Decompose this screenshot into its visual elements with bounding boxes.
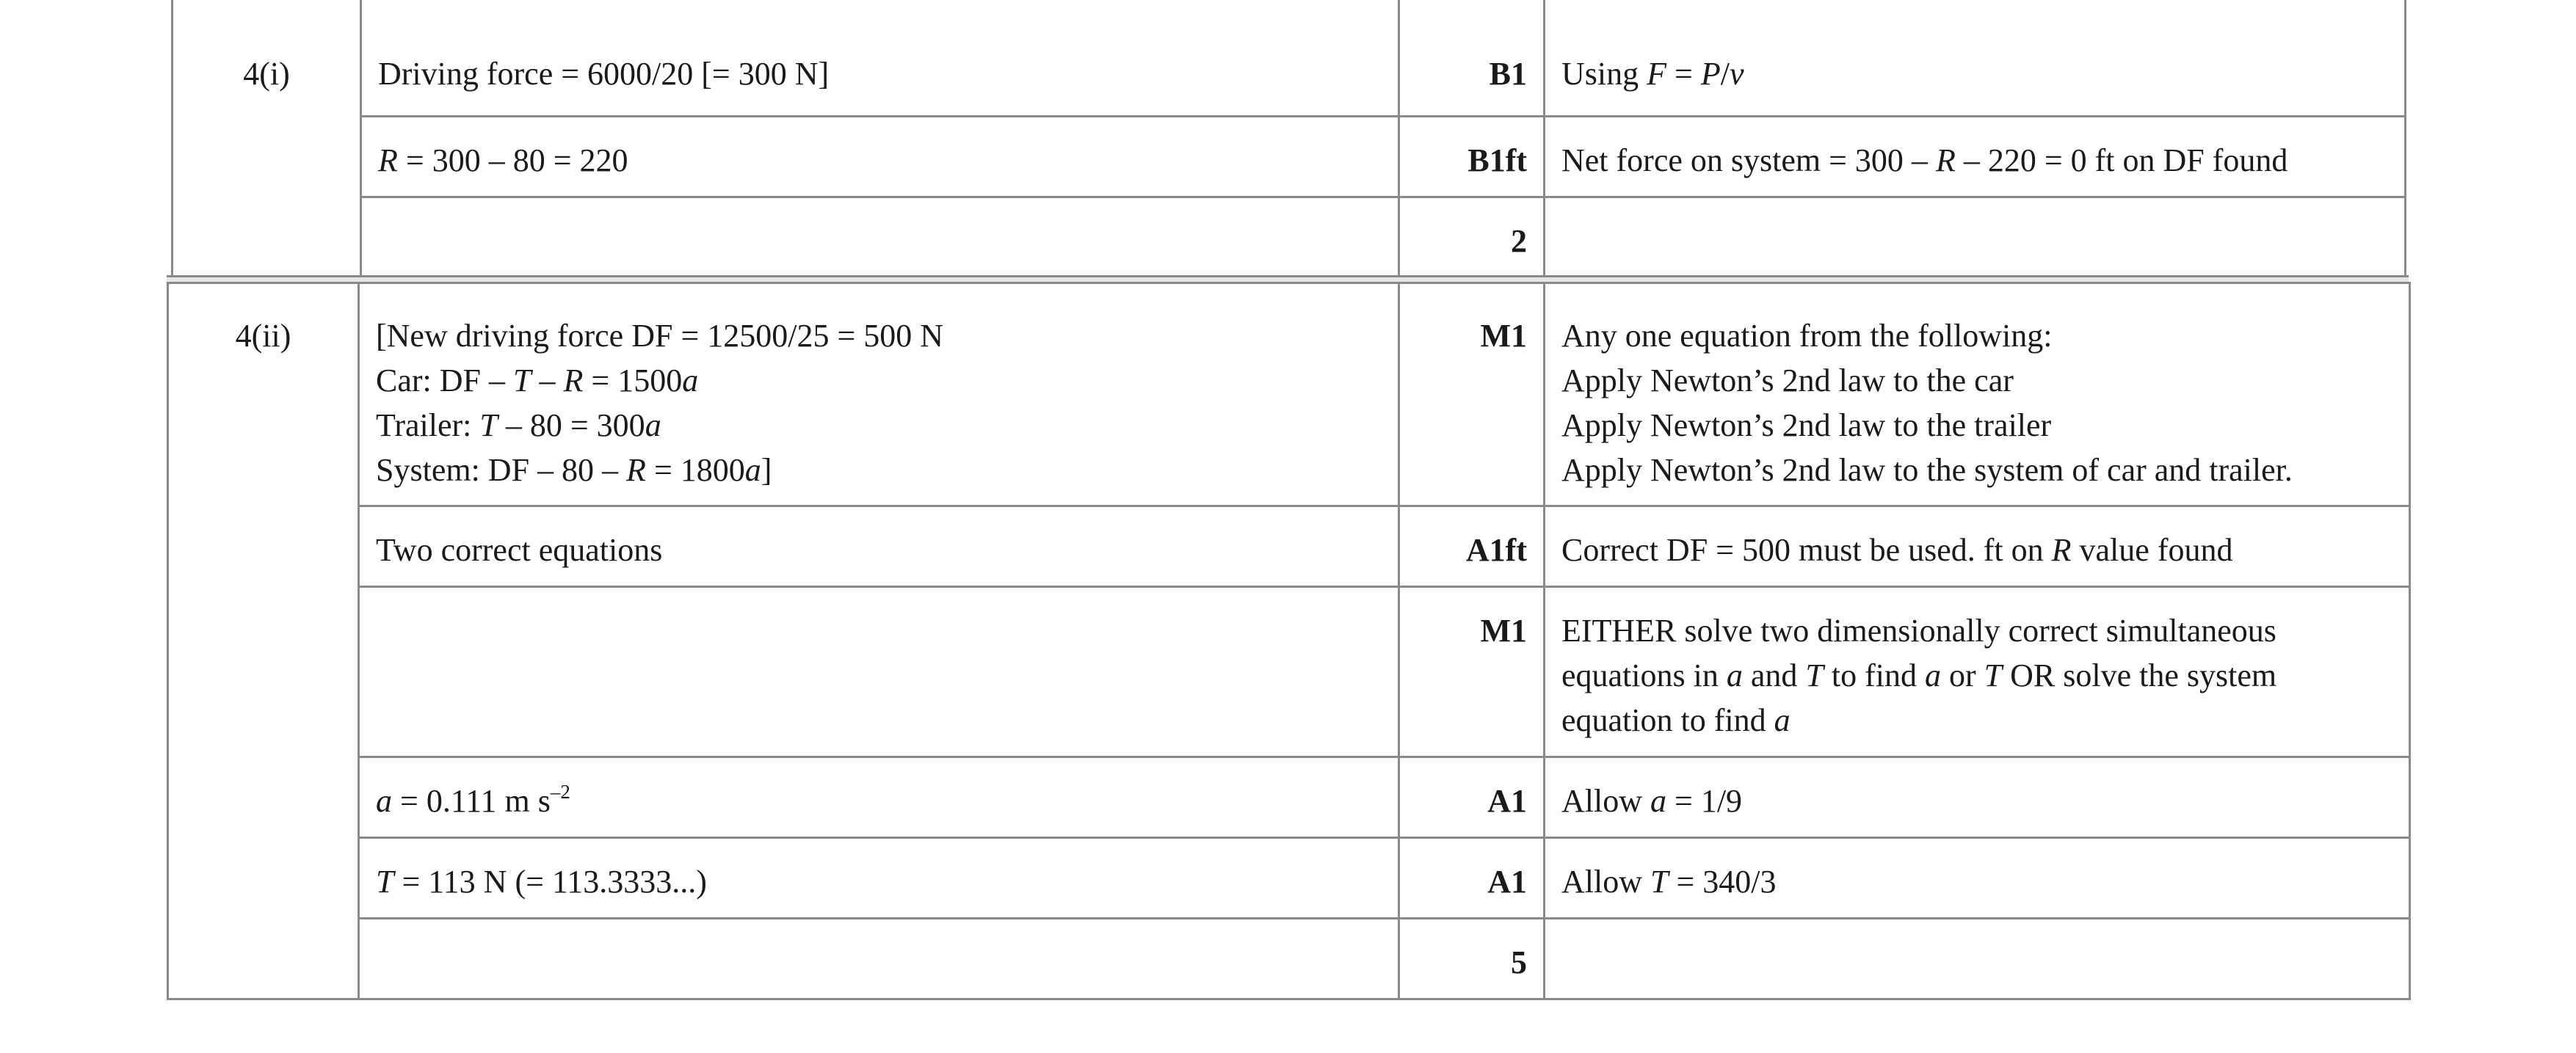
answer-line: Car: DF – T – R = 1500a [376, 362, 699, 398]
answer-cell: R = 300 – 80 = 220 [361, 116, 1399, 197]
mark-total-cell: 2 [1399, 197, 1545, 277]
answer-line: Trailer: T – 80 = 300a [376, 407, 661, 443]
guidance-text: EITHER solve two dimensionally correct simultaneous equations in a and T to find a or T OR solve the system equation to find a [1561, 613, 2277, 738]
question-number: 4(i) [173, 0, 361, 277]
section-separator [167, 275, 2409, 282]
mark-total-cell: 5 [1399, 919, 1545, 999]
table-row [168, 283, 2410, 506]
table-row [168, 757, 2410, 838]
table-row [168, 506, 2410, 587]
answer-cell [359, 283, 1399, 506]
guidance-line: Apply Newton’s 2nd law to the system of car and trailer. [1561, 452, 2293, 488]
guidance-line: Apply Newton’s 2nd law to the car [1561, 362, 2014, 398]
guidance-line: Apply Newton’s 2nd law to the trailer [1561, 407, 2052, 443]
table-row [173, 116, 2406, 197]
mark-cell: A1 [1399, 838, 1545, 919]
mark-cell: B1ft [1399, 116, 1545, 197]
guidance-cell [1545, 283, 2410, 506]
guidance-cell: Correct DF = 500 must be used. ft on R value found [1545, 506, 2410, 587]
table-row [168, 919, 2410, 999]
answer-cell: T = 113 N (= 113.3333...) [359, 838, 1399, 919]
mark-cell: B1 [1399, 0, 1545, 116]
answer-cell [359, 587, 1399, 757]
question-number: 4(ii) [168, 283, 359, 999]
mark-scheme-table-part-ii [167, 282, 2411, 1000]
guidance-cell: Allow T = 340/3 [1545, 838, 2410, 919]
mark-cell: M1 [1399, 587, 1545, 757]
mark-cell: A1ft [1399, 506, 1545, 587]
answer-cell: a = 0.111 m $s^{-2}$ [359, 757, 1399, 838]
guidance-cell: Allow a = 1/9 [1545, 757, 2410, 838]
answer-cell: Driving force = 6000/20 [= 300 N] [361, 0, 1399, 116]
guidance-cell [1545, 197, 2406, 277]
answer-cell [359, 919, 1399, 999]
table-row [173, 0, 2406, 116]
answer-line: [New driving force DF = 12500/25 = 500 N [376, 318, 944, 354]
answer-line: System: DF – 80 – R = 1800a] [376, 452, 772, 488]
guidance-cell: Net force on system = 300 – R – 220 = 0 ft on DF found [1545, 116, 2406, 197]
mark-cell: M1 [1399, 283, 1545, 506]
mark-cell: A1 [1399, 757, 1545, 838]
guidance-cell [1545, 587, 2410, 757]
table-row [168, 587, 2410, 757]
table-row [173, 197, 2406, 277]
answer-cell [361, 197, 1399, 277]
guidance-cell: Using F = P/v [1545, 0, 2406, 116]
table-row [168, 838, 2410, 919]
answer-cell: Two correct equations [359, 506, 1399, 587]
guidance-cell [1545, 919, 2410, 999]
mark-scheme-table-part-i [171, 0, 2406, 279]
guidance-line: Any one equation from the following: [1561, 318, 2053, 354]
